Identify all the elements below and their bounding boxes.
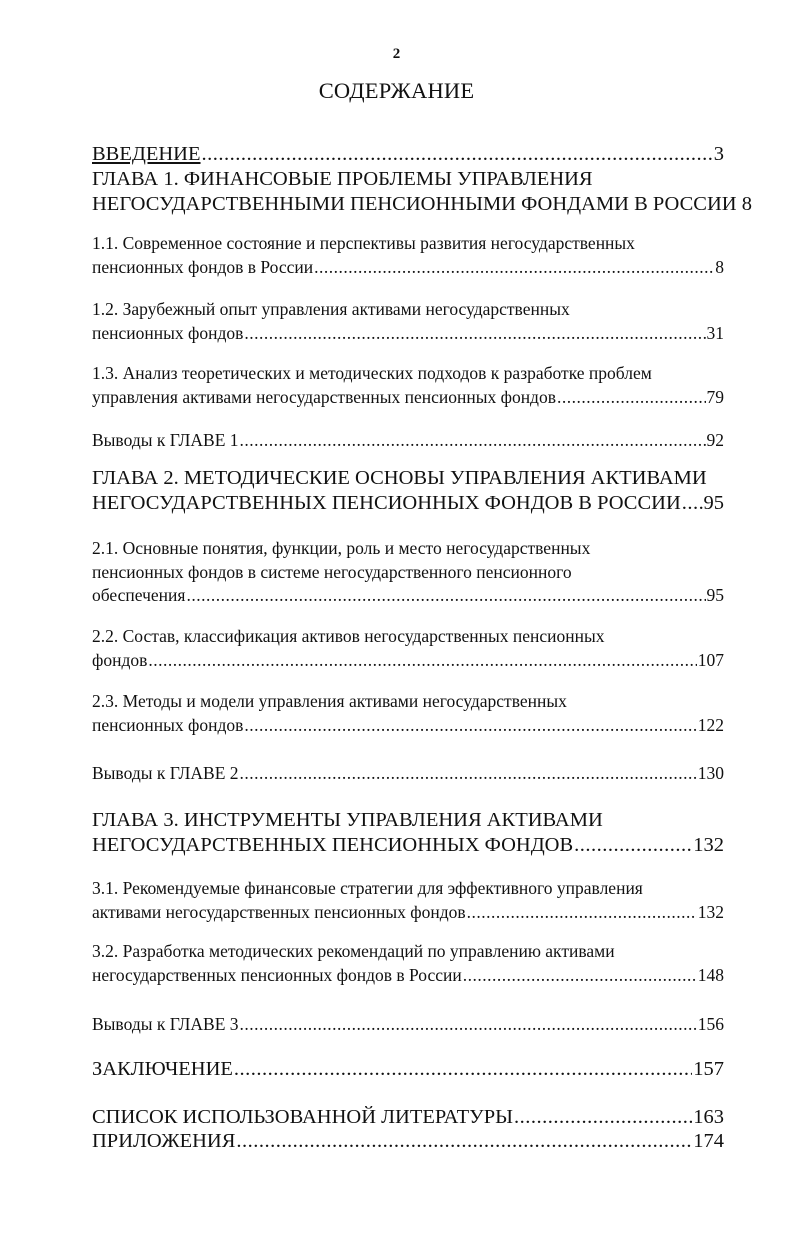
toc-entry-text: управления активами негосударственных пенсионных фондов <box>92 386 556 407</box>
toc-entry-text: НЕГОСУДАРСТВЕННЫХ ПЕНСИОННЫХ ФОНДОВ <box>92 833 574 856</box>
dot-leader <box>574 833 692 858</box>
toc-entry-text: негосударственных пенсионных фондов в России <box>92 964 462 985</box>
dot-leader <box>186 584 705 608</box>
toc-entry-text: ГЛАВА 3. ИНСТРУМЕНТЫ УПРАВЛЕНИЯ АКТИВАМИ <box>92 809 603 831</box>
toc-entry-text: пенсионных фондов в России <box>92 256 314 277</box>
toc-page-number: 157 <box>693 1058 724 1080</box>
dot-leader <box>244 714 696 738</box>
toc-entry-text: 1.2. Зарубежный опыт управления активами негосударственных <box>92 299 570 319</box>
toc-entry[interactable] <box>92 142 724 167</box>
toc-entry-text: 1.1. Современное состояние и перспективы развития негосударственных <box>92 233 635 253</box>
dot-leader <box>202 142 713 167</box>
toc-entry-text: пенсионных фондов в системе негосударственного пенсионного <box>92 561 572 582</box>
toc-page-number: 156 <box>697 1014 724 1034</box>
toc-entry[interactable] <box>92 537 724 608</box>
toc-entry-text: 3.1. Рекомендуемые финансовые стратегии для эффективного управления <box>92 878 643 898</box>
toc-entry-text: пенсионных фондов <box>92 322 244 343</box>
toc-entry[interactable] <box>92 762 724 786</box>
dot-leader <box>240 1013 697 1037</box>
dot-leader <box>234 1057 692 1082</box>
toc-entry-text: активами негосударственных пенсионных фондов <box>92 901 466 922</box>
toc-entry-text: НЕГОСУДАРСТВЕННЫХ ПЕНСИОННЫХ ФОНДОВ В РОССИИ <box>92 491 681 514</box>
toc-entry[interactable] <box>92 232 724 279</box>
toc-entry-text: ПРИЛОЖЕНИЯ <box>92 1130 236 1152</box>
toc-entry[interactable] <box>92 466 724 515</box>
toc-page-number: 31 <box>706 322 724 343</box>
toc-entry[interactable] <box>92 1129 724 1154</box>
dot-leader <box>514 1105 692 1130</box>
dot-leader <box>314 256 714 280</box>
toc-entry-text: 2.1. Основные понятия, функции, роль и место негосударственных <box>92 538 591 558</box>
toc-entry-text: 2.3. Методы и модели управления активами негосударственных <box>92 691 567 711</box>
dot-leader <box>463 964 697 988</box>
toc-page-number: 174 <box>693 1130 724 1152</box>
page-title: СОДЕРЖАНИЕ <box>318 78 475 103</box>
toc-entry[interactable] <box>92 298 724 345</box>
toc-entry-text: 1.3. Анализ теоретических и методических подходов к разработке проблем <box>92 363 652 383</box>
toc-page-number: 122 <box>697 714 724 735</box>
toc-entry-text: 3.2. Разработка методических рекомендаций по управлению активами <box>92 941 615 961</box>
dot-leader <box>240 429 706 453</box>
toc-page-number: 148 <box>697 964 724 985</box>
toc-entry[interactable] <box>92 808 724 857</box>
toc-entry[interactable] <box>92 1105 724 1130</box>
toc-entry-text: обеспечения <box>92 585 186 605</box>
toc-page-number: 132 <box>697 901 724 922</box>
toc-entry-text: Выводы к ГЛАВЕ 1 <box>92 430 239 450</box>
dot-leader <box>557 386 706 410</box>
toc-entry[interactable] <box>92 690 724 737</box>
toc-page-number: 163 <box>693 1106 724 1128</box>
toc-entry[interactable] <box>92 167 752 216</box>
dot-leader <box>244 322 705 346</box>
toc-page-number: 79 <box>706 386 724 407</box>
toc-entry[interactable] <box>92 362 724 409</box>
toc-page-number: 95 <box>703 491 724 514</box>
toc-entry-text: ГЛАВА 1. ФИНАНСОВЫЕ ПРОБЛЕМЫ УПРАВЛЕНИЯ <box>92 168 593 190</box>
toc-entry-text: ВВЕДЕНИЕ <box>92 143 201 165</box>
toc-entry[interactable] <box>92 429 724 453</box>
toc-entry-text: НЕГОСУДАРСТВЕННЫМИ ПЕНСИОННЫМИ ФОНДАМИ В РОССИИ <box>92 192 737 215</box>
toc-entry-text: СПИСОК ИСПОЛЬЗОВАННОЙ ЛИТЕРАТУРЫ <box>92 1106 513 1128</box>
toc-entry[interactable] <box>92 877 724 924</box>
toc-page-number: 8 <box>715 256 724 277</box>
toc-page-number: 95 <box>706 585 724 605</box>
toc-page-number: 92 <box>706 430 724 450</box>
toc-entry[interactable] <box>92 940 724 987</box>
dot-leader <box>682 491 703 516</box>
dot-leader <box>240 762 697 786</box>
toc-entry-text: пенсионных фондов <box>92 714 244 735</box>
toc-entry[interactable] <box>92 1013 724 1037</box>
toc-entry[interactable] <box>92 1057 724 1082</box>
toc-entry-text: 2.2. Состав, классификация активов негосударственных пенсионных <box>92 626 605 646</box>
toc-entry[interactable] <box>92 625 724 672</box>
page-number: 2 <box>392 46 401 62</box>
dot-leader <box>467 901 697 925</box>
toc-page-number: 130 <box>697 763 724 783</box>
toc-entry-text: Выводы к ГЛАВЕ 3 <box>92 1014 239 1034</box>
dot-leader <box>236 1129 692 1154</box>
dot-leader <box>148 649 696 673</box>
toc-page-number: 107 <box>697 649 724 670</box>
toc-entry-text: фондов <box>92 649 148 670</box>
toc-entry-text: ЗАКЛЮЧЕНИЕ <box>92 1058 233 1080</box>
toc-page-number: 132 <box>693 833 724 856</box>
toc-page-number: 3 <box>713 143 724 165</box>
toc-page-number: 8 <box>741 192 752 215</box>
toc-entry-text: Выводы к ГЛАВЕ 2 <box>92 763 239 783</box>
toc-entry-text: ГЛАВА 2. МЕТОДИЧЕСКИЕ ОСНОВЫ УПРАВЛЕНИЯ АКТИВАМИ <box>92 467 707 489</box>
